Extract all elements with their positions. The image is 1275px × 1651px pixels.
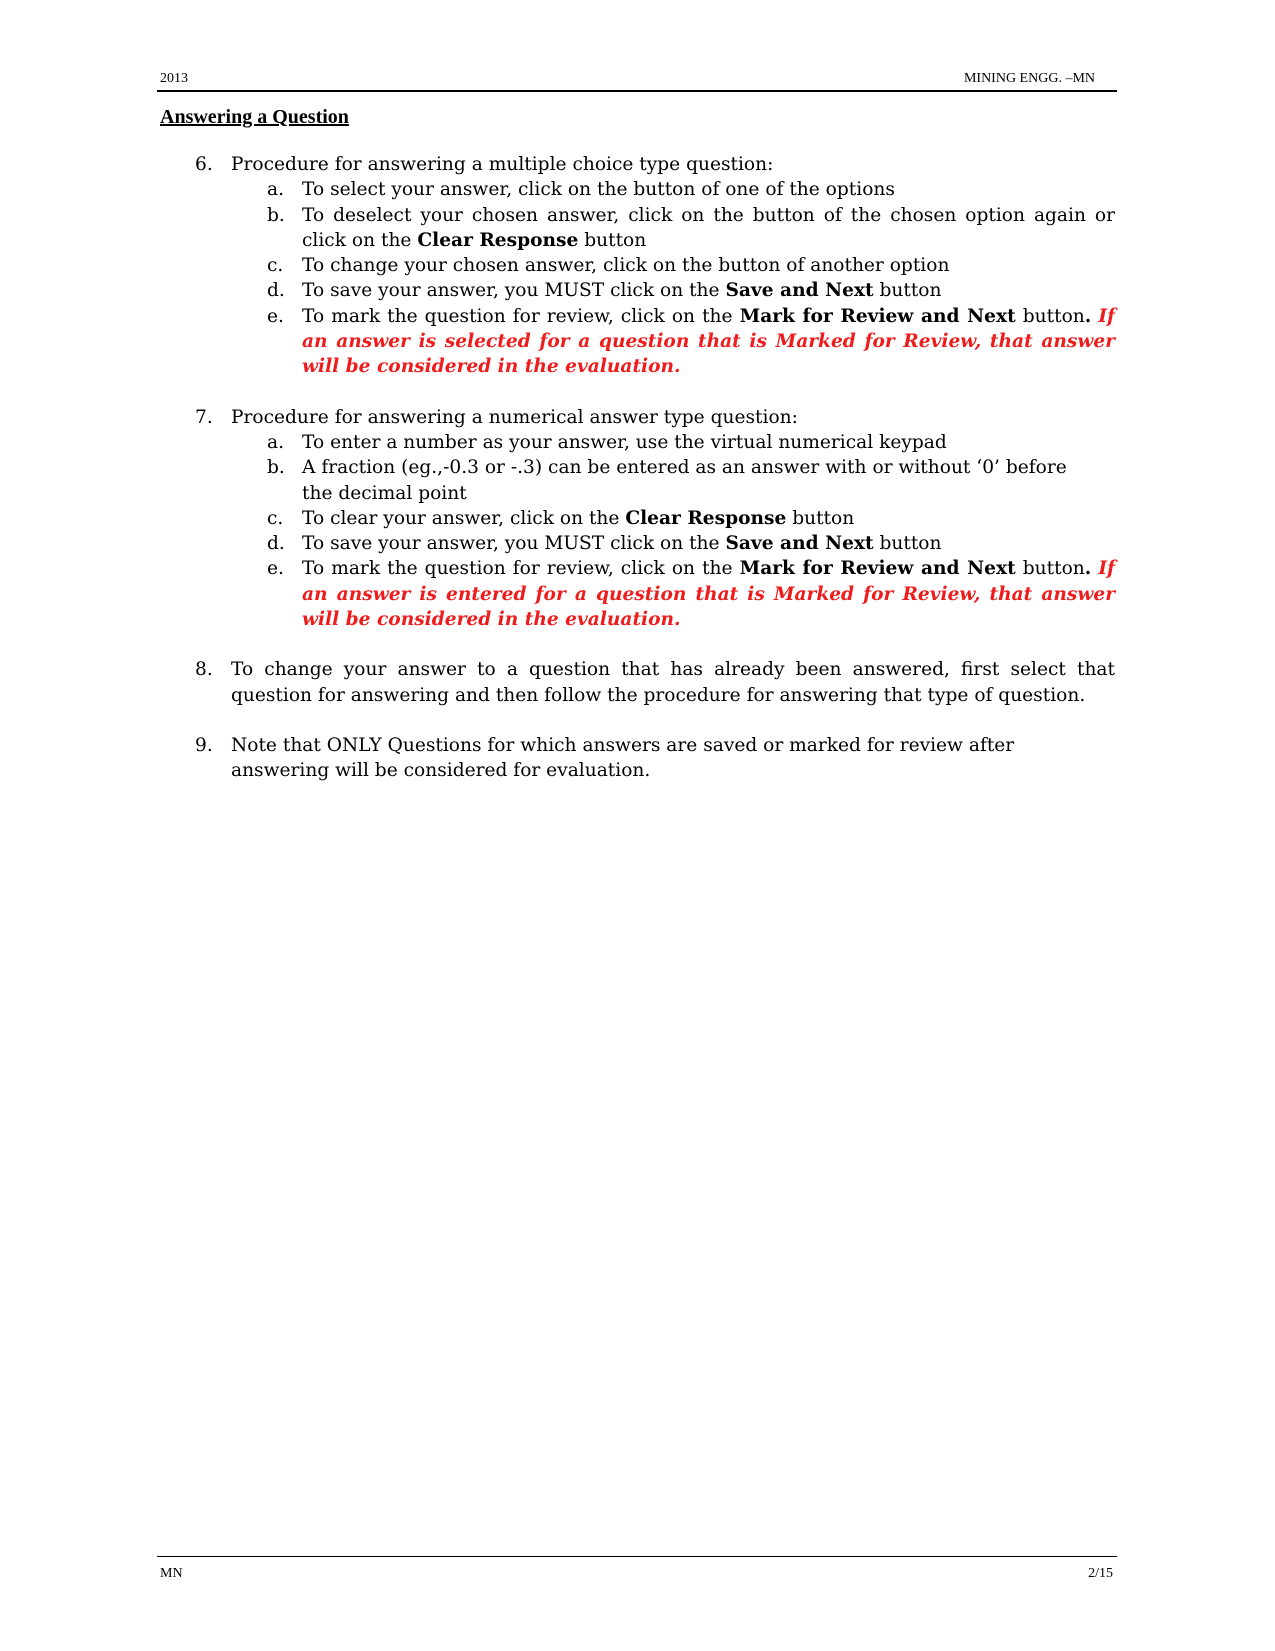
sub-letter: e. (267, 305, 284, 327)
item-number: 9. (195, 734, 213, 756)
sub-item-6d (231, 278, 1115, 303)
button-name: Clear Response (417, 229, 579, 251)
button-name: Mark for Review and Next (739, 558, 1016, 580)
sub-text: A fraction (eg.,-0.3 or -.3) can be entered as an answer with or without ‘0’ before the decimal point (302, 457, 1067, 504)
sub-text: To change your chosen answer, click on the button of another option (302, 255, 950, 277)
period: . (1084, 305, 1092, 327)
evaluation-note: If an answer is entered for a question that is Marked for Review, that answer will be considered in the evaluation. (302, 558, 1116, 631)
sub-item-7e (231, 556, 1115, 632)
sub-text-end: button (1015, 305, 1085, 327)
item-number: 8. (195, 659, 213, 681)
item-text: To change your answer to a question that has already been answered, first select that question for answering and then follow the procedure for answering that type of question. (231, 659, 1115, 706)
sub-text: To mark the question for review, click on the (302, 305, 740, 327)
header-year: 2013 (160, 71, 188, 86)
item-number: 6. (195, 154, 213, 175)
sub-item-7c (231, 506, 1115, 531)
sub-letter: a. (267, 431, 284, 453)
sub-letter: b. (267, 204, 285, 226)
sub-text: To mark the question for review, click on the (302, 558, 740, 580)
sub-item-6e (231, 304, 1115, 380)
sub-text-end: button (578, 229, 647, 251)
sub-letter: a. (267, 179, 284, 201)
sub-letter: d. (267, 280, 285, 302)
item-text: Note that ONLY Questions for which answers are saved or marked for review after answering will be considered for evaluation. (231, 734, 1015, 782)
sub-text-end: button (786, 507, 855, 529)
sub-text: To deselect your chosen answer, click on the button of the chosen option again or click on the (302, 204, 1115, 251)
sub-text: To save your answer, you MUST click on the (302, 280, 726, 302)
section-heading: Answering a Question (160, 106, 349, 128)
sub-text: To save your answer, you MUST click on the (302, 533, 726, 555)
instruction-item-9 (160, 733, 1115, 784)
footer-paper-code: MN (160, 1566, 183, 1581)
page-footer (157, 1556, 1117, 1583)
sub-item-7d (231, 531, 1115, 556)
sub-text-end: button (1015, 558, 1085, 580)
evaluation-note: If an answer is selected for a question that is Marked for Review, that answer will be considered in the evaluation. (302, 305, 1116, 378)
button-name: Mark for Review and Next (739, 305, 1016, 327)
sub-text: To select your answer, click on the button of one of the options (302, 179, 895, 201)
sub-item-6c (231, 253, 1115, 278)
sub-letter: c. (267, 507, 284, 529)
sub-list (231, 177, 1115, 379)
instruction-item-8 (160, 657, 1115, 708)
sub-text: To clear your answer, click on the (302, 507, 626, 529)
sub-text: To enter a number as your answer, use the virtual numerical keypad (302, 431, 947, 453)
button-name: Save and Next (725, 280, 874, 302)
sub-letter: b. (267, 457, 285, 479)
sub-item-7a (231, 430, 1115, 455)
sub-letter: c. (267, 255, 284, 277)
sub-list (231, 430, 1115, 632)
item-text: Procedure for answering a numerical answer type question: (231, 406, 798, 428)
sub-text-end: button (873, 280, 942, 302)
sub-letter: e. (267, 558, 284, 580)
instruction-item-7 (160, 405, 1115, 633)
item-number: 7. (195, 406, 213, 428)
sub-item-6b (231, 203, 1115, 254)
button-name: Save and Next (725, 533, 874, 555)
header-paper-title: MINING ENGG. –MN (963, 71, 1095, 86)
sub-item-7b (231, 455, 1115, 506)
button-name: Clear Response (625, 507, 787, 529)
period: . (1084, 558, 1092, 580)
sub-letter: d. (267, 533, 285, 555)
item-text: Procedure for answering a multiple choice type question: (231, 154, 774, 175)
page-number: 2/15 (1088, 1566, 1113, 1581)
sub-item-6a (231, 177, 1115, 202)
instructions-list (160, 152, 1115, 809)
page-header (157, 68, 1117, 92)
instruction-item-6 (160, 152, 1115, 380)
sub-text-end: button (873, 533, 942, 555)
